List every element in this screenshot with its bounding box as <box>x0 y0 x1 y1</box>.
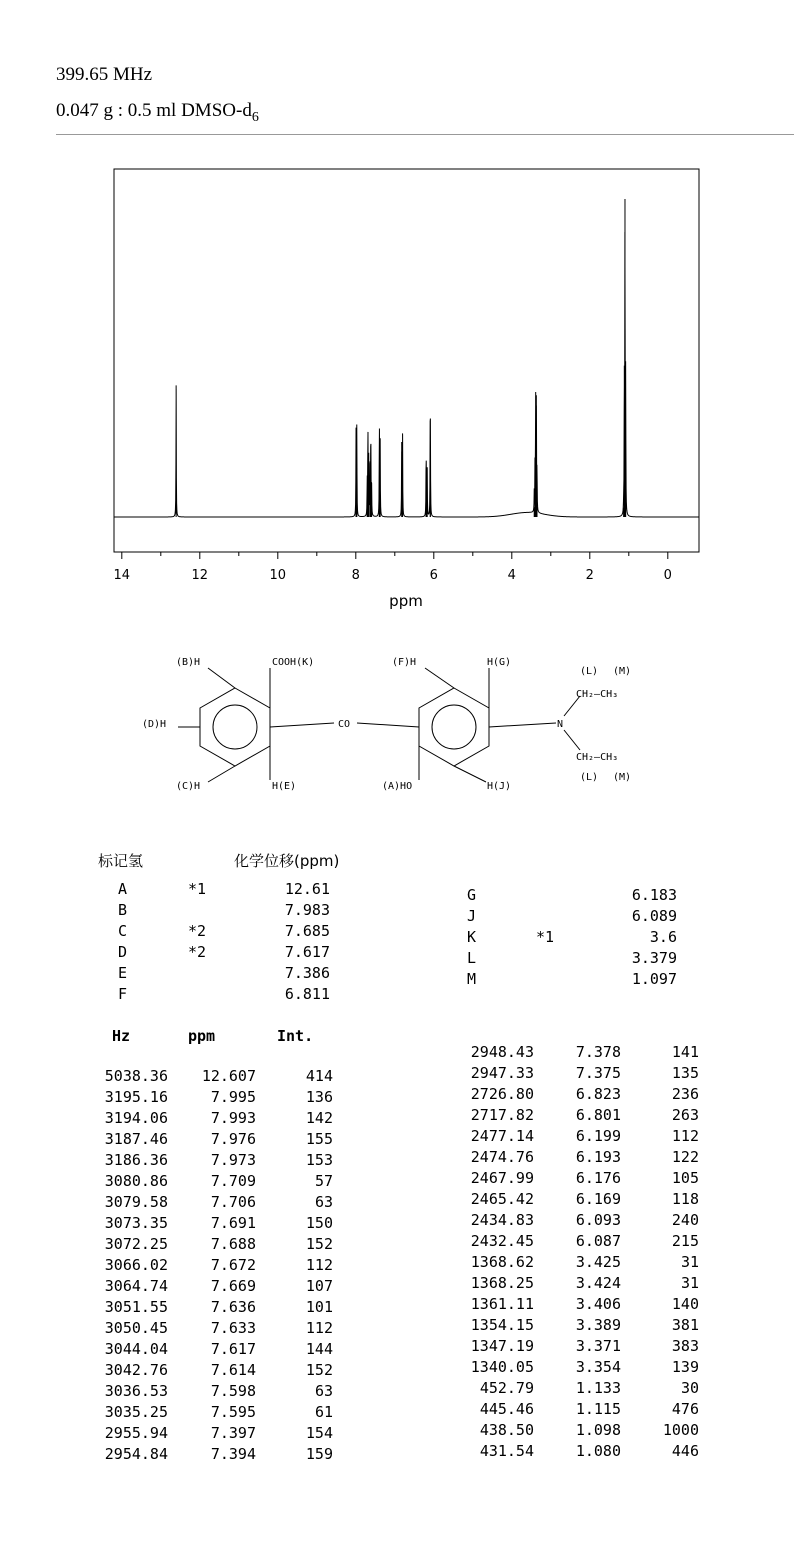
peak-row <box>0 1106 794 1127</box>
peak-hz: 2726.80 <box>470 1085 534 1103</box>
peak-hz: 2955.94 <box>104 1424 168 1442</box>
peak-ppm: 6.093 <box>575 1211 621 1229</box>
peak-row <box>0 1064 794 1085</box>
assignment-row <box>467 907 727 928</box>
peak-hz: 2474.76 <box>470 1148 534 1166</box>
label-l-bottom: (L) <box>580 772 599 783</box>
peak-ppm: 3.424 <box>575 1274 621 1292</box>
peak-int: 57 <box>314 1172 333 1190</box>
assignment-label: K <box>467 928 477 946</box>
peak-ppm: 3.406 <box>575 1295 621 1313</box>
peak-row <box>0 1127 794 1148</box>
assignment-shift: 7.386 <box>284 964 330 982</box>
peak-ppm: 6.801 <box>575 1106 621 1124</box>
peak-ppm: 7.617 <box>210 1340 256 1358</box>
peak-int: 142 <box>305 1109 333 1127</box>
peak-hz: 2717.82 <box>470 1106 534 1124</box>
bond-j <box>454 766 486 782</box>
label-e: H(E) <box>272 781 297 792</box>
peak-ppm: 3.371 <box>575 1337 621 1355</box>
label-n: N <box>557 719 564 730</box>
peak-hz: 1354.15 <box>470 1316 534 1334</box>
assignment-row <box>467 949 727 970</box>
label-m-bottom: (M) <box>613 772 632 783</box>
peak-hz: 2434.83 <box>470 1211 534 1229</box>
peak-ppm: 6.169 <box>575 1190 621 1208</box>
assignment-shift: 12.61 <box>284 880 330 898</box>
assignment-row <box>467 928 727 949</box>
peak-int: 1000 <box>662 1421 699 1439</box>
bond-co-right <box>357 723 419 727</box>
label-c: (C)H <box>176 781 201 792</box>
peak-row <box>0 1358 794 1379</box>
peak-hz: 2465.42 <box>470 1190 534 1208</box>
peak-hz: 3195.16 <box>104 1088 168 1106</box>
peak-hz: 2432.45 <box>470 1232 534 1250</box>
peak-ppm: 7.709 <box>210 1172 256 1190</box>
peak-ppm: 1.098 <box>575 1421 621 1439</box>
peak-hz: 3080.86 <box>104 1172 168 1190</box>
peak-int: 139 <box>671 1358 699 1376</box>
peak-ppm: 1.133 <box>575 1379 621 1397</box>
peak-hz: 3051.55 <box>104 1298 168 1316</box>
peak-int: 63 <box>314 1382 333 1400</box>
left-benzene-ring <box>200 688 270 766</box>
peak-int: 153 <box>305 1151 333 1169</box>
peak-ppm: 7.672 <box>210 1256 256 1274</box>
assignment-shift: 7.983 <box>284 901 330 919</box>
peak-int: 383 <box>671 1337 699 1355</box>
x-tick-label: 6 <box>429 568 438 583</box>
x-tick-label: 0 <box>663 568 672 583</box>
peak-header-int: Int. <box>277 1027 314 1045</box>
right-benzene-ring <box>419 688 489 766</box>
assignment-row <box>118 943 378 964</box>
peak-ppm: 7.375 <box>575 1064 621 1082</box>
peak-hz: 1368.62 <box>470 1253 534 1271</box>
peak-hz: 3035.25 <box>104 1403 168 1421</box>
label-l-top: (L) <box>580 666 599 677</box>
assignment-label: B <box>118 901 128 919</box>
bond-c <box>208 766 235 782</box>
x-tick-label: 2 <box>585 568 594 583</box>
peak-hz: 3072.25 <box>104 1235 168 1253</box>
peak-int: 236 <box>671 1085 699 1103</box>
peak-int: 240 <box>671 1211 699 1229</box>
peak-ppm: 6.176 <box>575 1169 621 1187</box>
peak-ppm: 7.394 <box>210 1445 256 1463</box>
peak-ppm: 6.823 <box>575 1085 621 1103</box>
assignment-label: E <box>118 964 128 982</box>
peak-int: 122 <box>671 1148 699 1166</box>
peak-ppm: 6.087 <box>575 1232 621 1250</box>
peak-hz: 5038.36 <box>104 1067 168 1085</box>
x-tick-label: 12 <box>191 568 209 583</box>
peak-int: 159 <box>305 1445 333 1463</box>
peak-hz: 1340.05 <box>470 1358 534 1376</box>
peak-int: 155 <box>305 1130 333 1148</box>
peak-row <box>0 1337 794 1358</box>
peak-ppm: 7.973 <box>210 1151 256 1169</box>
assignment-shift: 6.183 <box>631 886 677 904</box>
peak-int: 381 <box>671 1316 699 1334</box>
label-ethyl-top: CH₂—CH₃ <box>576 689 619 700</box>
peak-int: 63 <box>314 1193 333 1211</box>
peak-ppm: 3.389 <box>575 1316 621 1334</box>
label-co: CO <box>338 719 351 730</box>
peak-int: 476 <box>671 1400 699 1418</box>
peak-hz: 438.50 <box>479 1421 534 1439</box>
assignment-note: *1 <box>188 880 207 898</box>
bond-b <box>208 668 235 688</box>
peak-ppm: 7.598 <box>210 1382 256 1400</box>
assignment-shift: 7.617 <box>284 943 330 961</box>
peak-hz: 3042.76 <box>104 1361 168 1379</box>
peak-row <box>0 1442 794 1463</box>
left-ring-aromatic-circle <box>213 705 257 749</box>
peak-hz: 1368.25 <box>470 1274 534 1292</box>
peak-row <box>0 1253 794 1274</box>
peak-int: 112 <box>671 1127 699 1145</box>
peak-hz: 3036.53 <box>104 1382 168 1400</box>
peak-row <box>0 1379 794 1400</box>
peak-ppm: 7.688 <box>210 1235 256 1253</box>
peak-int: 215 <box>671 1232 699 1250</box>
peak-ppm: 7.669 <box>210 1277 256 1295</box>
peak-int: 150 <box>305 1214 333 1232</box>
peak-hz: 3064.74 <box>104 1277 168 1295</box>
peak-ppm: 7.614 <box>210 1361 256 1379</box>
peak-hz: 1347.19 <box>470 1337 534 1355</box>
label-m-top: (M) <box>613 666 632 677</box>
x-tick-label: 14 <box>113 568 131 583</box>
peak-row <box>0 1211 794 1232</box>
peak-ppm: 7.595 <box>210 1403 256 1421</box>
peak-int: 61 <box>314 1403 333 1421</box>
peak-ppm: 6.193 <box>575 1148 621 1166</box>
peak-row <box>0 1169 794 1190</box>
peak-ppm: 12.607 <box>201 1067 256 1085</box>
peak-int: 140 <box>671 1295 699 1313</box>
label-g: H(G) <box>487 657 512 668</box>
peak-int: 263 <box>671 1106 699 1124</box>
x-tick-label: 10 <box>269 568 287 583</box>
peak-header-ppm: ppm <box>188 1027 216 1045</box>
peak-int: 118 <box>671 1190 699 1208</box>
assignment-label: F <box>118 985 128 1003</box>
bond-n-ethyl-bottom <box>564 730 580 750</box>
peak-int: 152 <box>305 1361 333 1379</box>
spectrometer-frequency: 399.65 MHz <box>56 64 153 85</box>
peak-ppm: 7.976 <box>210 1130 256 1148</box>
peak-row <box>0 1400 794 1421</box>
assignment-header-label: 标记氢 <box>98 852 144 870</box>
x-axis-label: ppm <box>389 592 423 610</box>
sample-text: 0.047 g : 0.5 ml DMSO-d <box>56 100 252 121</box>
peak-ppm: 7.378 <box>575 1043 621 1061</box>
peak-int: 154 <box>305 1424 333 1442</box>
assignment-shift: 6.811 <box>284 985 330 1003</box>
peak-row <box>0 1274 794 1295</box>
peak-ppm: 7.993 <box>210 1109 256 1127</box>
peak-row <box>0 1232 794 1253</box>
peak-ppm: 7.633 <box>210 1319 256 1337</box>
peak-hz: 445.46 <box>479 1400 534 1418</box>
assignment-row <box>118 922 378 943</box>
peak-int: 141 <box>671 1043 699 1061</box>
assignment-shift: 6.089 <box>631 907 677 925</box>
assignment-note: *2 <box>188 943 207 961</box>
peak-int: 107 <box>305 1277 333 1295</box>
peak-int: 31 <box>680 1274 699 1292</box>
peak-header-hz: Hz <box>112 1027 131 1045</box>
peak-int: 414 <box>305 1067 333 1085</box>
sample-subscript: 6 <box>251 109 259 125</box>
peak-int: 101 <box>305 1298 333 1316</box>
peak-hz: 2947.33 <box>470 1064 534 1082</box>
assignment-label: C <box>118 922 128 940</box>
bond-co-left <box>270 723 334 727</box>
assignment-label: A <box>118 880 128 898</box>
peak-ppm: 3.425 <box>575 1253 621 1271</box>
x-tick-label: 8 <box>351 568 360 583</box>
assignment-header-shift: 化学位移(ppm) <box>234 852 340 870</box>
peak-ppm: 7.636 <box>210 1298 256 1316</box>
peak-int: 152 <box>305 1235 333 1253</box>
label-f: (F)H <box>392 657 417 668</box>
peak-int: 144 <box>305 1340 333 1358</box>
peak-hz: 1361.11 <box>470 1295 534 1313</box>
peak-hz: 3186.36 <box>104 1151 168 1169</box>
label-j: H(J) <box>487 781 512 792</box>
peak-ppm: 7.397 <box>210 1424 256 1442</box>
peak-ppm: 7.706 <box>210 1193 256 1211</box>
assignment-label: L <box>467 949 477 967</box>
peak-hz: 2467.99 <box>470 1169 534 1187</box>
label-ethyl-bottom: CH₂—CH₃ <box>576 752 619 763</box>
label-d: (D)H <box>142 719 167 730</box>
label-b: (B)H <box>176 657 201 668</box>
peak-int: 136 <box>305 1088 333 1106</box>
bond-f <box>425 668 454 688</box>
assignment-row <box>118 985 378 1006</box>
peak-int: 112 <box>305 1256 333 1274</box>
assignment-shift: 1.097 <box>631 970 677 988</box>
peak-int: 30 <box>680 1379 699 1397</box>
assignment-row <box>467 886 727 907</box>
peak-row <box>0 1043 794 1064</box>
peak-hz: 2954.84 <box>104 1445 168 1463</box>
peak-ppm: 7.995 <box>210 1088 256 1106</box>
assignment-note: *1 <box>536 928 555 946</box>
peak-hz: 2948.43 <box>470 1043 534 1061</box>
peak-ppm: 1.115 <box>575 1400 621 1418</box>
label-cooh: COOH(K) <box>272 657 315 668</box>
right-ring-aromatic-circle <box>432 705 476 749</box>
assignment-label: D <box>118 943 128 961</box>
peak-hz: 3050.45 <box>104 1319 168 1337</box>
assignment-shift: 3.379 <box>631 949 677 967</box>
assignment-note: *2 <box>188 922 207 940</box>
peak-int: 31 <box>680 1253 699 1271</box>
peak-hz: 3044.04 <box>104 1340 168 1358</box>
peak-ppm: 7.691 <box>210 1214 256 1232</box>
peak-hz: 3073.35 <box>104 1214 168 1232</box>
peak-row <box>0 1190 794 1211</box>
peak-row <box>0 1295 794 1316</box>
assignment-row <box>467 970 727 991</box>
peak-ppm: 3.354 <box>575 1358 621 1376</box>
assignment-label: M <box>467 970 477 988</box>
peak-hz: 431.54 <box>479 1442 534 1460</box>
peak-int: 105 <box>671 1169 699 1187</box>
peak-row <box>0 1316 794 1337</box>
label-a: (A)HO <box>382 781 413 792</box>
peak-int: 446 <box>671 1442 699 1460</box>
peak-hz: 3187.46 <box>104 1130 168 1148</box>
peak-hz: 3079.58 <box>104 1193 168 1211</box>
peak-row <box>0 1148 794 1169</box>
assignment-row <box>118 964 378 985</box>
peak-row <box>0 1421 794 1442</box>
bond-n <box>489 723 556 727</box>
peak-ppm: 1.080 <box>575 1442 621 1460</box>
peak-int: 112 <box>305 1319 333 1337</box>
peak-hz: 3194.06 <box>104 1109 168 1127</box>
assignment-label: J <box>467 907 477 925</box>
assignment-label: G <box>467 886 477 904</box>
peak-row <box>0 1085 794 1106</box>
peak-hz: 3066.02 <box>104 1256 168 1274</box>
peak-hz: 2477.14 <box>470 1127 534 1145</box>
peak-ppm: 6.199 <box>575 1127 621 1145</box>
x-tick-label: 4 <box>507 568 516 583</box>
peak-hz: 452.79 <box>479 1379 534 1397</box>
peak-int: 135 <box>671 1064 699 1082</box>
assignment-row <box>118 880 378 901</box>
assignment-shift: 3.6 <box>649 928 677 946</box>
assignment-row <box>118 901 378 922</box>
assignment-shift: 7.685 <box>284 922 330 940</box>
